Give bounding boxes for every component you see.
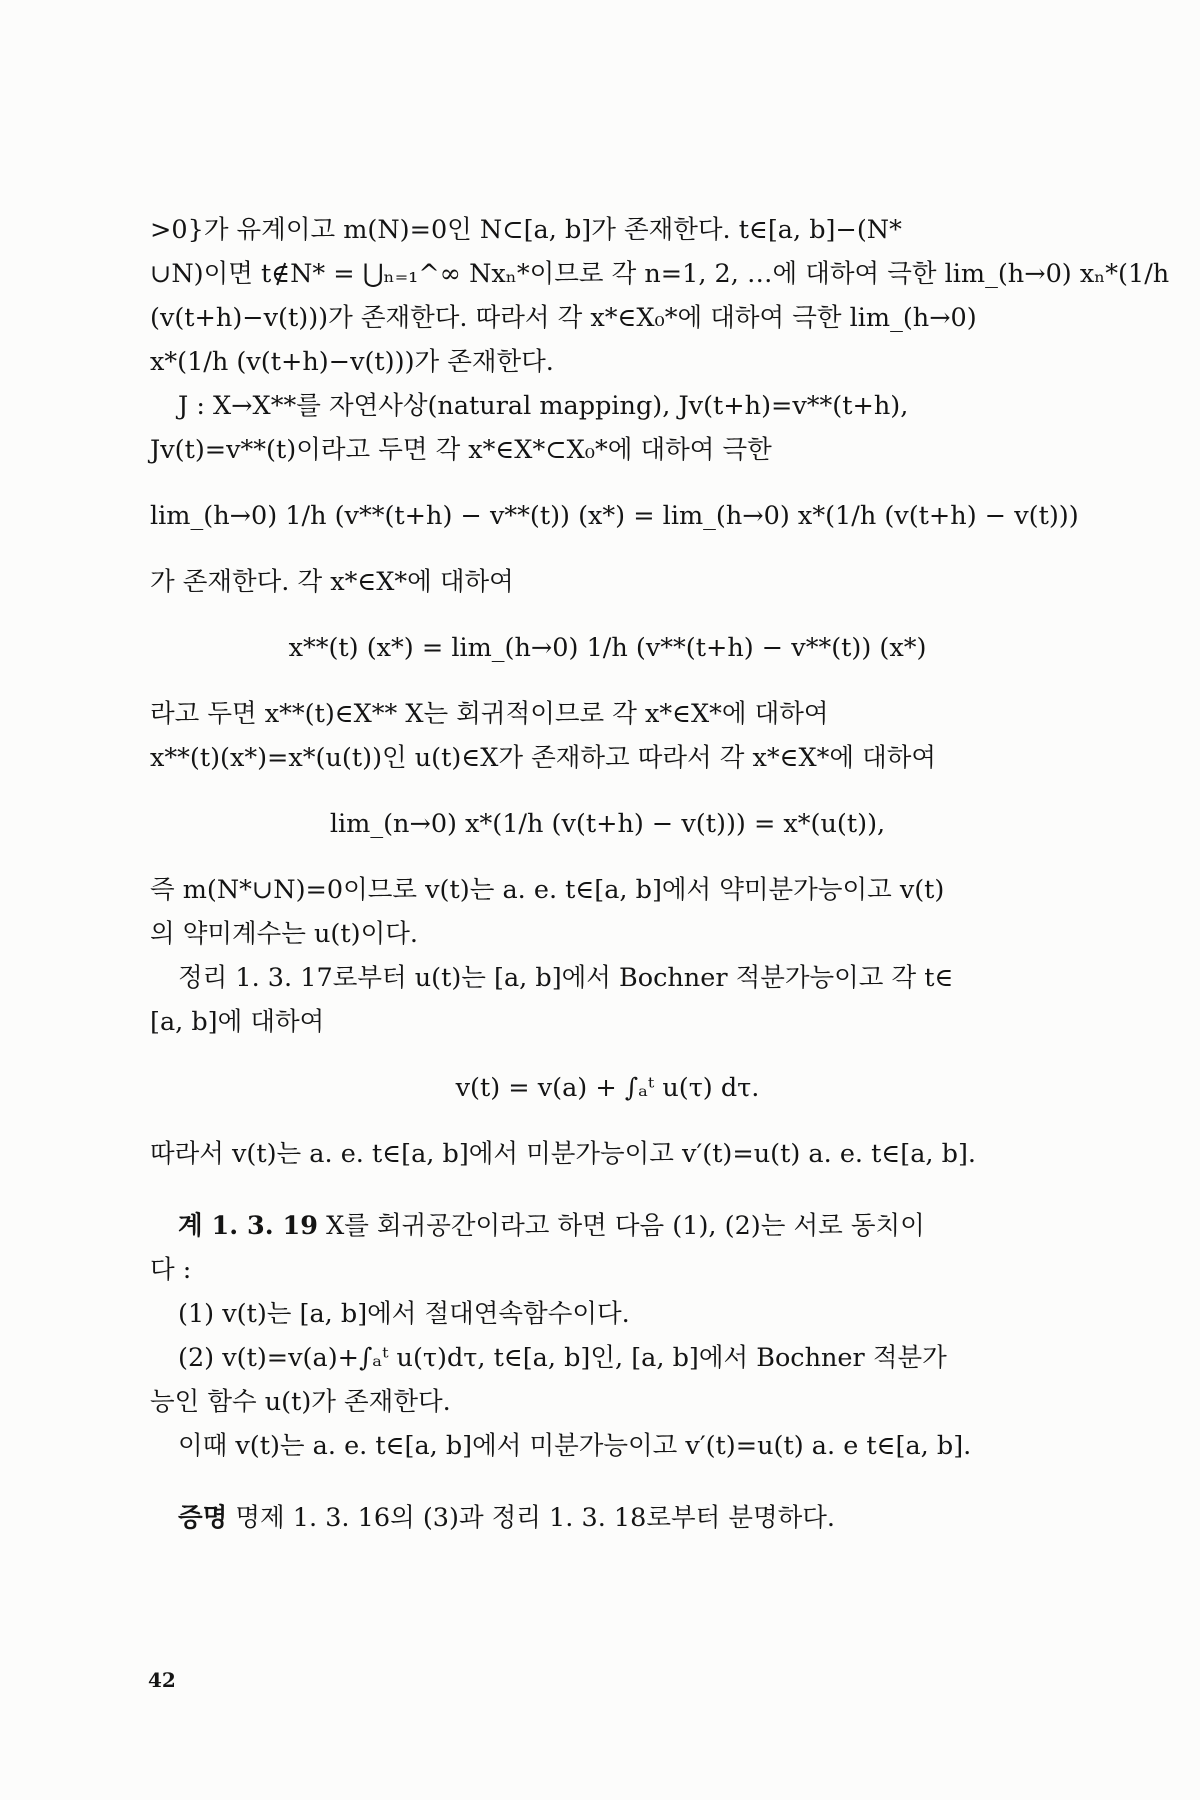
text-line: 정리 1. 3. 17로부터 u(t)는 [a, b]에서 Bochner 적분가능이고 각 t∈ (178, 963, 954, 993)
text-line: x**(t)(x*)=x*(u(t))인 u(t)∈X가 존재하고 따라서 각 x*∈X*에 대하여 (150, 743, 937, 773)
text-line: ∪N)이면 t∉N* = ⋃ₙ₌₁^∞ Nxₙ*이므로 각 n=1, 2, …에 대하여 극한 lim_(h→0) xₙ*(1/h (150, 259, 1170, 289)
corollary-text: X를 회귀공간이라고 하면 다음 (1), (2)는 서로 동치이 (326, 1211, 925, 1241)
proof (150, 1496, 1065, 1540)
text-line: (v(t+h)−v(t)))가 존재한다. 따라서 각 x*∈X₀*에 대하여 극한 lim_(h→0) (150, 303, 977, 333)
text-line: >0}가 유계이고 m(N)=0인 N⊂[a, b]가 존재한다. t∈[a, b]−(N* (150, 215, 902, 245)
text-line: 능인 함수 u(t)가 존재한다. (150, 1387, 451, 1417)
text-line: 따라서 v(t)는 a. e. t∈[a, b]에서 미분가능이고 v′(t)=u(t) a. e. t∈[a, b]. (150, 1139, 977, 1169)
corollary-conclusion: 이때 v(t)는 a. e. t∈[a, b]에서 미분가능이고 v′(t)=u(t) a. e t∈[a, b]. (178, 1431, 972, 1461)
text-line: 라고 두면 x**(t)∈X** X는 회귀적이므로 각 x*∈X*에 대하여 (150, 699, 829, 729)
text-line: 가 존재한다. 각 x*∈X*에 대하여 (150, 567, 514, 597)
text-line: 즉 m(N*∪N)=0이므로 v(t)는 a. e. t∈[a, b]에서 약미분가능이고 v(t) (150, 875, 945, 905)
page-body (150, 208, 1170, 1540)
equation-3: lim_(n→0) x*(1/h (v(t+h) − v(t))) = x*(u(t)), (329, 809, 886, 839)
text-line: 다 : (150, 1255, 192, 1285)
page-number: 42 (148, 1668, 176, 1692)
equation-2: x**(t) (x*) = lim_(h→0) 1/h (v**(t+h) − v**(t)) (x*) (288, 633, 927, 663)
text-line: [a, b]에 대하여 (150, 1007, 325, 1037)
equation-1: lim_(h→0) 1/h (v**(t+h) − v**(t)) (x*) = lim_(h→0) x*(1/h (v(t+h) − v(t))) (150, 501, 1079, 531)
proof-label: 증명 (178, 1503, 228, 1533)
corollary-heading (150, 1204, 1065, 1248)
text-line: 의 약미계수는 u(t)이다. (150, 919, 418, 949)
corollary-item-2: (2) v(t)=v(a)+∫ₐᵗ u(τ)dτ, t∈[a, b]인, [a, b]에서 Bochner 적분가 (178, 1343, 947, 1373)
corollary-label: 계 1. 3. 19 (178, 1211, 318, 1241)
proof-text: 명제 1. 3. 16의 (3)과 정리 1. 3. 18로부터 분명하다. (235, 1503, 836, 1533)
equation-4: v(t) = v(a) + ∫ₐᵗ u(τ) dτ. (455, 1073, 760, 1103)
corollary-item-1: (1) v(t)는 [a, b]에서 절대연속함수이다. (178, 1299, 630, 1329)
text-line: J : X→X**를 자연사상(natural mapping), Jv(t+h)=v**(t+h), (178, 391, 909, 421)
text-line: x*(1/h (v(t+h)−v(t)))가 존재한다. (150, 347, 554, 377)
text-line: Jv(t)=v**(t)이라고 두면 각 x*∈X*⊂X₀*에 대하여 극한 (150, 435, 772, 465)
